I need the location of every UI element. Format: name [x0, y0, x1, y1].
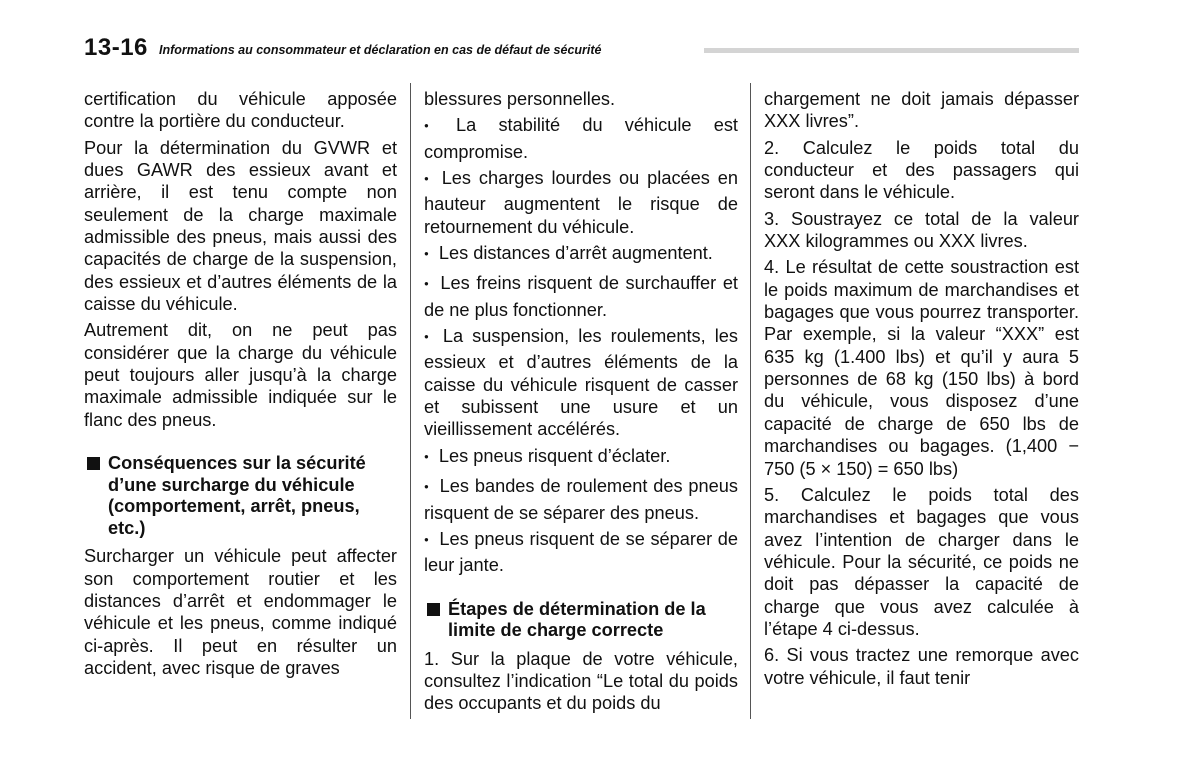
bullet-item: ● Les pneus risquent de se séparer de leur jante. [424, 528, 738, 577]
bullet-item: ● Les charges lourdes ou placées en hauteur augmentent le risque de retournement du véhicule. [424, 167, 738, 238]
heading-text: Étapes de détermination de la limite de charge correcte [448, 598, 706, 641]
bullet-item: ● Les pneus risquent d’éclater. [424, 445, 738, 471]
text-column-middle [424, 88, 738, 715]
paragraph: 6. Si vous tractez une remorque avec votre véhicule, il faut tenir [764, 645, 1079, 688]
paragraph: 2. Calculez le poids total du conducteur et des passagers qui seront dans le véhicule. [764, 137, 1079, 203]
heading-square-icon [427, 603, 440, 616]
paragraph: certification du véhicule apposée contre la portière du conducteur. [84, 89, 397, 132]
heading-text: Conséquences sur la sécurité d’une surcharge du véhicule (comportement, arrêt, pneus, etc.) [108, 453, 366, 538]
paragraph: 1. Sur la plaque de votre véhicule, consultez l’indication “Le total du poids des occupants et du poids du [424, 648, 738, 714]
page-header [84, 34, 1079, 62]
paragraph: blessures personnelles. [424, 89, 616, 109]
page-number: 13-16 [84, 34, 148, 61]
bullet-item: ● La suspension, les roulements, les essieux et d’autres éléments de la caisse du véhicule risquent de casser et subissent une usure et un vieillissement accélérés. [424, 325, 738, 441]
column-divider [410, 83, 411, 719]
text-column-left [84, 88, 397, 679]
paragraph: Autrement dit, on ne peut pas considérer que la charge du véhicule peut toujours aller jusqu’à la charge maximale admissible indiquée sur le flanc des pneus. [84, 320, 397, 430]
bullet-item: ● La stabilité du véhicule est compromise. [424, 114, 738, 163]
text-column-right [764, 88, 1079, 689]
column-divider [750, 83, 751, 719]
paragraph: Pour la détermination du GVWR et dues GAWR des essieux avant et arrière, il est tenu compte non seulement de la charge maximale admissible des pneus, mais aussi des capacités de charge de la suspension, des essieux et d’autres éléments de la caisse du véhicule. [84, 137, 397, 315]
header-rule [704, 48, 1079, 53]
paragraph: Surcharger un véhicule peut affecter son comportement routier et les distances d’arrêt et endommager le véhicule et les pneus, comme indiqué ci-après. Il peut en résulter un accident, avec risque de graves [84, 546, 397, 678]
bullet-item: ● Les bandes de roulement des pneus risquent de se séparer des pneus. [424, 475, 738, 524]
heading-square-icon [87, 457, 100, 470]
section-heading [84, 453, 397, 539]
paragraph: 5. Calculez le poids total des marchandises et bagages que vous avez l’intention de charger dans le véhicule. Pour la sécurité, ce poids ne doit pas dépasser la capacité de charge que vous avez calculée à l’étape 4 ci-dessus. [764, 484, 1079, 639]
bullet-item: ● Les freins risquent de surchauffer et de ne plus fonctionner. [424, 272, 738, 321]
header-title: Informations au consommateur et déclaration en cas de défaut de sécurité [159, 43, 602, 57]
paragraph: 3. Soustrayez ce total de la valeur XXX kilogrammes ou XXX livres. [764, 208, 1079, 252]
bullet-item: ● Les distances d’arrêt augmentent. [424, 242, 738, 268]
paragraph: 4. Le résultat de cette soustraction est le poids maximum de marchandises et bagages que vous pourrez transporter. Par exemple, si la valeur “XXX” est 635 kg (1.400 lbs) et qu’il y aura 5 personnes de 68 kg (150 lbs) à bord du véhicule, vous disposez d’une capacité de charge de 650 lbs de marchandises ou bagages. (1,400 − 750 (5 × 150) = 650 lbs) [764, 257, 1079, 479]
paragraph: chargement ne doit jamais dépasser XXX livres”. [764, 89, 1079, 132]
section-heading [424, 599, 738, 642]
